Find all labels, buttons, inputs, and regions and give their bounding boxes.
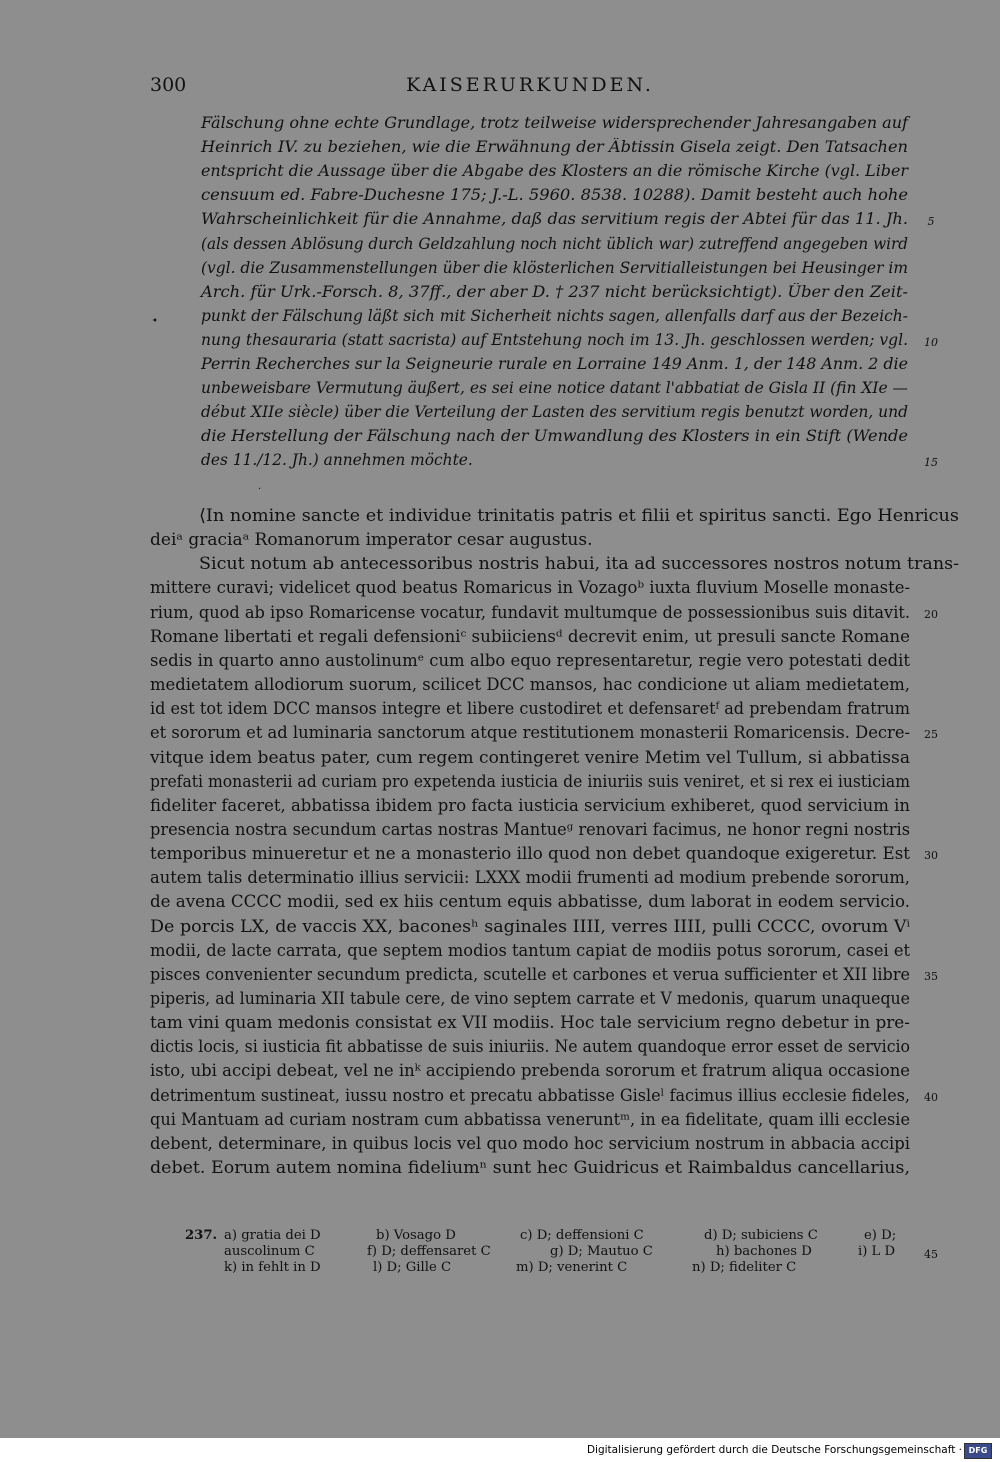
line-text: isto, ubi accipi debeat, vel ne inᵏ accipiendo prebenda sororum et fratrum aliqua occasione [150, 1061, 910, 1082]
text-line [0, 138, 1000, 162]
line-text: (als dessen Ablösung durch Geldzahlung noch nicht üblich war) zutreffend angegeben wird [201, 234, 908, 253]
line-text: modii, de lacte carrata, que septem modios tantum capiat de modiis potus sororum, casei et [150, 940, 910, 961]
footnote-entry: f) D; deffensaret C [367, 1244, 491, 1259]
margin-mark: • [152, 316, 158, 327]
funding-note: Digitalisierung gefördert durch die Deutsche Forschungsgemeinschaft · [586, 1444, 962, 1456]
line-text: tam vini quam medonis consistat ex VII modiis. Hoc tale servicium regno debetur in pre- [150, 1013, 910, 1034]
text-line [0, 748, 1000, 772]
line-text: medietatem allodiorum suorum, scilicet DCC mansos, hac condicione ut aliam medietatem, [150, 675, 910, 696]
text-line [0, 1110, 1000, 1134]
line-text: Wahrscheinlichkeit für die Annahme, daß das servitium regis der Abtei für das 11. Jh. [201, 210, 908, 229]
line-text: autem talis determinatio illius servicii: LXXX modii frumenti ad modium prebende sororum, [150, 868, 910, 889]
line-text: fideliter faceret, abbatissa ibidem pro facta iusticia servicium exhiberet, quod servicium in [150, 795, 910, 816]
line-text: id est tot idem DCC mansos integre et libere custodiret et defensaretᶠ ad prebendam fratrum [150, 699, 910, 720]
line-text: prefati monasterii ad curiam pro expetenda iusticia de iniuriis suis veniret, et si rex ei iusticiam [150, 771, 910, 792]
line-number: 40 [924, 1090, 938, 1104]
line-text: dictis locis, si iusticia fit abbatisse de suis iniuriis. Ne autem quandoque error esset de servicio [150, 1037, 910, 1058]
footnote-entry: a) gratia dei D [224, 1228, 321, 1243]
line-text: Fälschung ohne echte Grundlage, trotz teilweise widersprechender Jahresangaben auf [201, 114, 908, 132]
text-line [0, 941, 1000, 965]
text-line [0, 844, 1000, 868]
text-line [0, 554, 1000, 578]
line-text: entspricht die Aussage über die Abgabe des Klosters an die römische Kirche (vgl. Liber [201, 162, 908, 181]
footnote-entry: h) bachones D [716, 1244, 812, 1259]
text-line [0, 162, 1000, 186]
text-line [0, 1086, 1000, 1110]
line-text: die Herstellung der Fälschung nach der Umwandlung des Klosters in ein Stift (Wende [201, 427, 908, 446]
line-text: et sororum et ad luminaria sanctorum atque restitutionem monasterii Romaricensis. Decre- [150, 723, 910, 744]
line-text: Perrin Recherches sur la Seigneurie rurale en Lorraine 149 Anm. 1, der 148 Anm. 2 die [201, 355, 908, 373]
line-text: deiᵃ graciaᵃ Romanorum imperator cesar augustus. [150, 530, 593, 551]
text-line [0, 210, 1000, 234]
text-line [0, 651, 1000, 675]
line-text: rium, quod ab ipso Romaricense vocatur, fundavit multumque de possessionibus suis ditavit. [150, 602, 910, 623]
text-line [0, 427, 1000, 451]
margin-tick: · [258, 484, 262, 495]
dfg-logo: DFG [964, 1443, 992, 1459]
text-line [0, 1158, 1000, 1182]
line-number: 20 [924, 607, 938, 621]
text-line [0, 603, 1000, 627]
line-number: 30 [924, 849, 938, 863]
line-text: Heinrich IV. zu beziehen, wie die Erwähnung der Äbtissin Gisela zeigt. Den Tatsachen [201, 138, 908, 157]
line-text: vitque idem beatus pater, cum regem contingeret venire Metim vel Tullum, si abbatissa [150, 747, 910, 768]
line-number: 45 [924, 1248, 938, 1261]
text-line [0, 917, 1000, 941]
line-text: unbeweisbare Vermutung äußert, es sei eine notice datant l'abbatiat de Gisla II (fin XIe — [201, 379, 908, 398]
text-line [0, 114, 1000, 138]
line-number: 35 [924, 969, 938, 983]
line-text: sedis in quarto anno austolinumᵉ cum albo equo representaretur, regie vero potestati dedit [150, 650, 910, 671]
line-text: temporibus minueretur et ne a monasterio illo quod non debet quandoque exigeretur. Est [150, 844, 910, 865]
text-line [0, 965, 1000, 989]
line-text: (vgl. die Zusammenstellungen über die klösterlichen Servitialleistungen bei Heusinger im [201, 258, 908, 277]
text-line [0, 772, 1000, 796]
running-head: KAISERURKUNDEN. [406, 74, 654, 96]
line-text: Romane libertati et regali defensioniᶜ subiiciensᵈ decrevit enim, ut presuli sancte Romane [150, 626, 910, 647]
line-number: 15 [924, 456, 938, 470]
line-text: pisces convenienter secundum predicta, scutelle et carbones et verua sufficienter et XII libre [150, 964, 910, 985]
line-number: 10 [924, 335, 938, 349]
text-line [0, 331, 1000, 355]
page-number: 300 [150, 74, 187, 96]
text-line [0, 506, 1000, 530]
text-line [0, 699, 1000, 723]
text-line [0, 1061, 1000, 1085]
line-text: qui Mantuam ad curiam nostram cum abbatissa veneruntᵐ, in ea fidelitate, quam illi ecclesie [150, 1109, 910, 1130]
line-text: De porcis LX, de vaccis XX, baconesʰ saginales IIII, verres IIII, pulli CCCC, ovorum Vⁱ [150, 916, 911, 937]
footnote-entry: l) D; Gille C [373, 1260, 452, 1275]
text-line [0, 820, 1000, 844]
line-text: ⟨In nomine sancte et individue trinitatis patris et filii et spiritus sancti. Ego Henricus [199, 506, 959, 526]
text-line [0, 892, 1000, 916]
text-line [0, 530, 1000, 554]
footnote-entry: e) D; [864, 1228, 897, 1243]
line-number: 5 [927, 215, 935, 229]
text-line [0, 451, 1000, 475]
text-line [0, 1037, 1000, 1061]
line-text: debent, determinare, in quibus locis vel quo modo hoc servicium nostrum in abbacia accipi [150, 1133, 910, 1154]
text-line [0, 186, 1000, 210]
text-line [0, 989, 1000, 1013]
line-text: piperis, ad luminaria XII tabule cere, de vino septem carrate et V medonis, quarum unaqueque [150, 989, 910, 1009]
text-line [0, 868, 1000, 892]
line-number: 25 [924, 728, 938, 742]
footnote-entry: c) D; deffensioni C [520, 1228, 644, 1243]
text-line [0, 283, 1000, 307]
text-line [0, 1134, 1000, 1158]
line-text: début XIIe siècle) über die Verteilung der Lasten des servitium regis benutzt worden, und [201, 403, 909, 422]
text-line [0, 675, 1000, 699]
footnote-entry: i) L D [858, 1244, 896, 1259]
text-line [0, 723, 1000, 747]
line-text: Arch. für Urk.-Forsch. 8, 37ff., der aber D. † 237 nicht berücksichtigt). Über den Zeit- [201, 282, 908, 301]
footnote-entry: g) D; Mautuo C [550, 1244, 653, 1259]
line-text: censuum ed. Fabre-Duchesne 175; J.-L. 5960. 8538. 10288). Damit besteht auch hohe [201, 186, 908, 205]
footnote-entry: auscolinum C [224, 1244, 315, 1259]
line-text: presencia nostra secundum cartas nostras Mantueᵍ renovari facimus, ne honor regni nostris [150, 819, 910, 840]
line-text: Sicut notum ab antecessoribus nostris habui, ita ad successores nostros notum trans- [199, 554, 959, 575]
line-text: de avena CCCC modii, sed ex hiis centum equis abbatisse, dum laborat in eodem servicio. [150, 892, 910, 913]
footnote-entry: b) Vosago D [376, 1228, 456, 1243]
footnote-entry: m) D; venerint C [516, 1260, 628, 1275]
line-text: mittere curavi; videlicet quod beatus Romaricus in Vozagoᵇ iuxta fluvium Moselle monaste- [150, 578, 910, 599]
text-line [0, 379, 1000, 403]
text-line [0, 235, 1000, 259]
text-line [0, 403, 1000, 427]
text-line [0, 355, 1000, 379]
footnote-row [0, 1260, 1000, 1278]
page-header [150, 74, 910, 100]
text-line [0, 307, 1000, 331]
footnote-doc-number: 237. [185, 1228, 218, 1243]
text-line [0, 1013, 1000, 1037]
line-text: punkt der Fälschung läßt sich mit Sicherheit nichts sagen, allenfalls darf aus der Bezeich- [201, 306, 908, 325]
funding-banner [0, 1438, 1000, 1462]
footnote-entry: k) in fehlt in D [224, 1260, 321, 1275]
text-line [0, 627, 1000, 651]
text-line [0, 796, 1000, 820]
line-text: des 11./12. Jh.) annehmen möchte. [201, 451, 473, 470]
line-text: debet. Eorum autem nomina fideliumⁿ sunt hec Guidricus et Raimbaldus cancellarius, [150, 1158, 910, 1179]
text-line [0, 259, 1000, 283]
footnote-entry: n) D; fideliter C [692, 1260, 797, 1275]
line-text: nung thesauraria (statt sacrista) auf Entstehung noch im 13. Jh. geschlossen werden; vgl. [201, 330, 908, 349]
footnote-entry: d) D; subiciens C [704, 1228, 818, 1243]
line-text: detrimentum sustineat, iussu nostro et precatu abbatisse Gisleˡ facimus illius ecclesie fideles, [150, 1085, 910, 1106]
text-line [0, 578, 1000, 602]
